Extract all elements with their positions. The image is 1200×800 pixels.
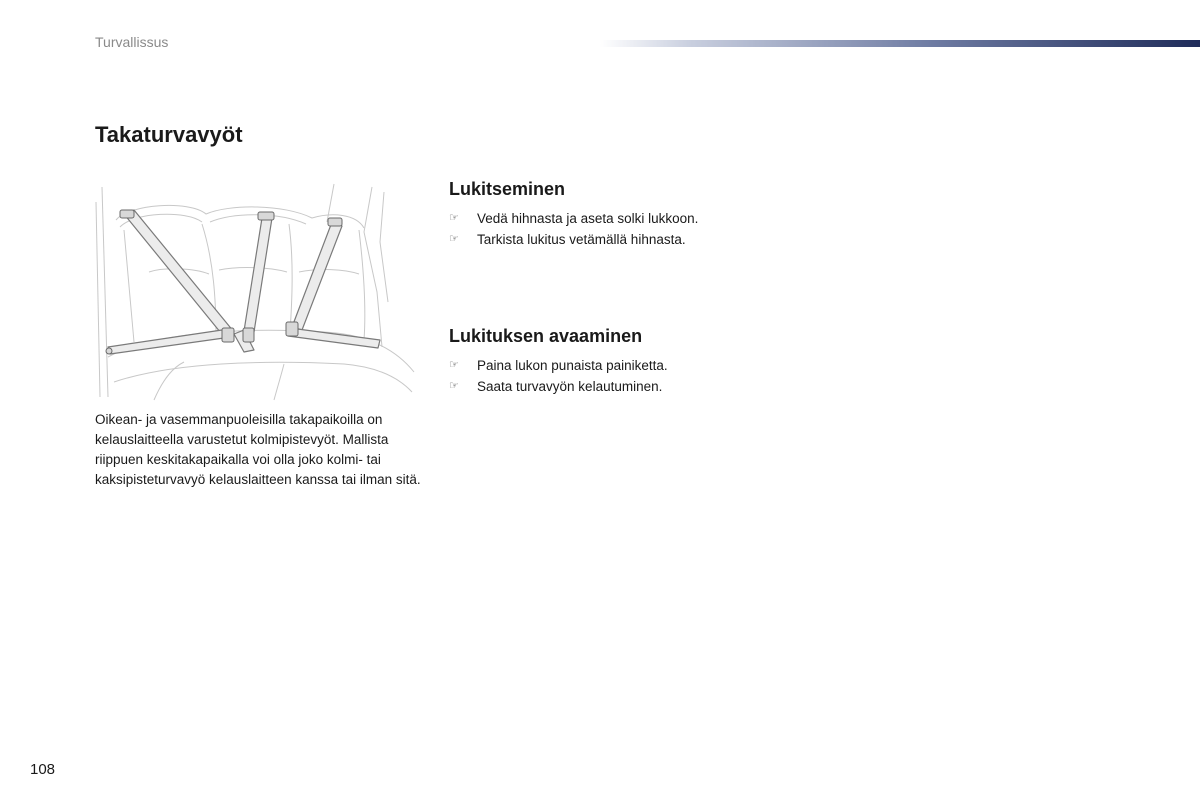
release-steps [449,355,668,397]
pointing-hand-icon: ☞ [449,233,459,245]
locking-steps [449,208,698,250]
figure-caption: Oikean- ja vasemmanpuoleisilla takapaikoilla on kelauslaitteella varustetut kolmipistevyöt. Mallista riippuen keskitakapaikalla voi olla joko kolmi- tai kaksipisteturvavyö kelauslaitteen kanssa tai ilman sitä. [95,412,421,487]
list-item [449,208,698,229]
locking-heading: Lukitseminen [449,179,566,199]
list-item [449,355,668,376]
rear-seat-belts-illustration [94,182,424,402]
pointing-hand-icon: ☞ [449,359,459,371]
release-heading: Lukituksen avaaminen [449,326,643,346]
step-text: Paina lukon punaista painiketta. [477,358,668,373]
step-text: Saata turvavyön kelautuminen. [477,379,663,394]
step-text: Vedä hihnasta ja aseta solki lukkoon. [477,211,699,226]
pointing-hand-icon: ☞ [449,380,459,392]
page-title: Takaturvavyöt [95,122,243,147]
list-item [449,229,698,250]
header-gradient-bar [600,40,1200,47]
step-text: Tarkista lukitus vetämällä hihnasta. [477,232,686,247]
list-item [449,376,668,397]
page-number: 108 [30,761,56,778]
section-header: Turvallissus [95,34,169,50]
pointing-hand-icon: ☞ [449,212,459,224]
